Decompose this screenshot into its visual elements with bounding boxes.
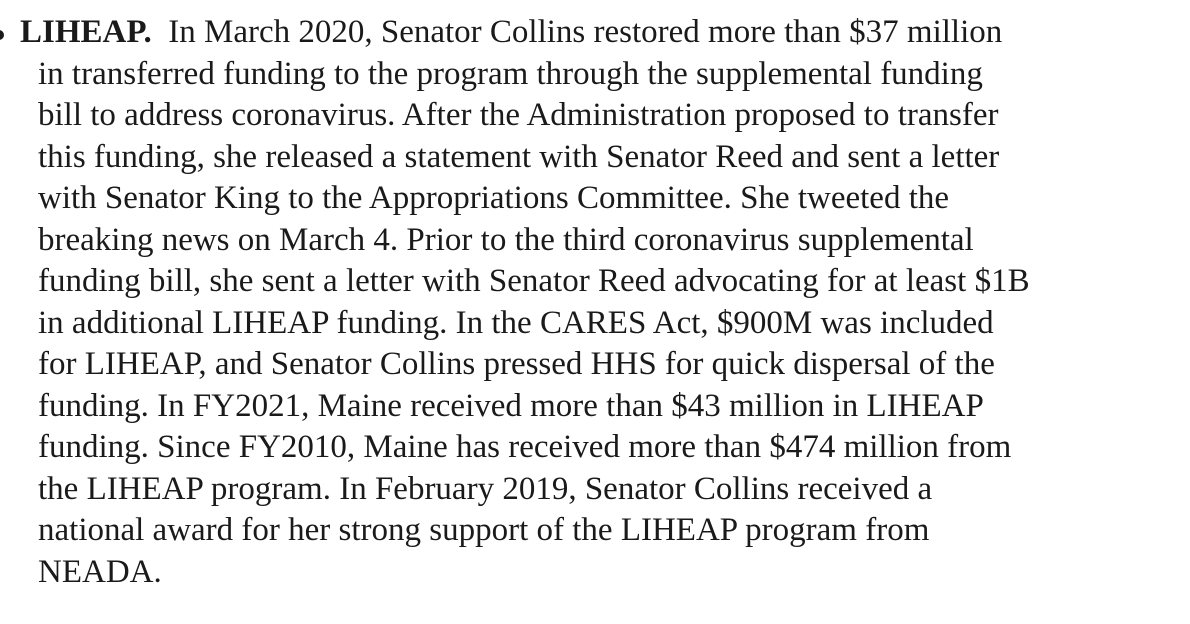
section-heading: LIHEAP. [20,14,152,50]
paragraph-line: in additional LIHEAP funding. In the CARES Act, $900M was included [38,304,994,341]
paragraph-line: with Senator King to the Appropriations Committee. She tweeted the [38,180,950,216]
paragraph-line: funding. Since FY2010, Maine has received more than $474 million from [38,429,1012,465]
paragraph-line-text: In March 2020, Senator Collins restored more than $37 million [168,14,1003,50]
paragraph-line: bill to address coronavirus. After the Administration proposed to transfer [38,97,999,133]
paragraph-line: breaking news on March 4. Prior to the third coronavirus supplemental [38,221,974,258]
paragraph-line: national award for her strong support of the LIHEAP program from [38,512,930,548]
paragraph-line: NEADA. [38,553,162,590]
liheap-paragraph [0,12,1180,593]
paragraph-line: for LIHEAP, and Senator Collins pressed HHS for quick dispersal of the [38,346,995,382]
paragraph-line: funding. In FY2021, Maine received more than $43 million in LIHEAP [38,387,984,424]
paragraph-line: funding bill, she sent a letter with Senator Reed advocating for at least $1B [38,263,1030,299]
paragraph-line: this funding, she released a statement with Senator Reed and sent a letter [38,138,1000,175]
paragraph-line: in transferred funding to the program through the supplemental funding [38,55,983,92]
paragraph-line: the LIHEAP program. In February 2019, Senator Collins received a [38,470,933,507]
paragraph-line [0,12,1180,54]
